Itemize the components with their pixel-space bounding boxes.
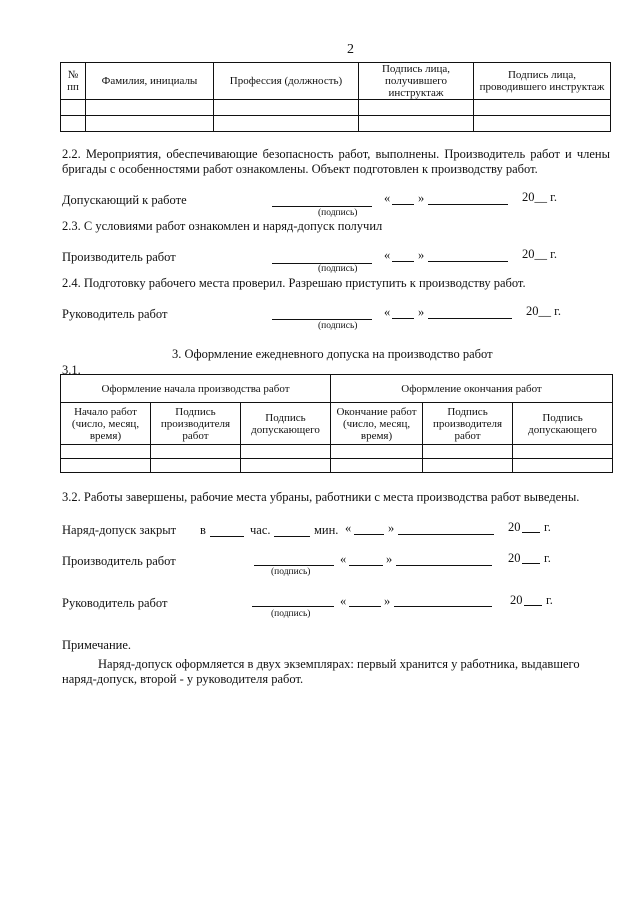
closed-in: в xyxy=(200,523,206,537)
month-line xyxy=(394,606,492,607)
signature-line xyxy=(272,319,372,320)
table-row xyxy=(61,116,611,132)
date-quote-open: « xyxy=(384,305,391,319)
day-line xyxy=(392,204,414,205)
producer-label: Производитель работ xyxy=(62,250,176,264)
day-line xyxy=(392,318,414,319)
table-row xyxy=(61,459,613,473)
manager-label: Руководитель работ xyxy=(62,307,168,321)
year-field: 20__ г. xyxy=(526,304,561,318)
closing-producer-label: Производитель работ xyxy=(62,554,176,568)
page-number: 2 xyxy=(347,42,354,57)
date-quote-close: » xyxy=(386,552,393,566)
signature-caption: (подпись) xyxy=(318,264,358,274)
header-profession: Профессия (должность) xyxy=(214,63,359,100)
month-line xyxy=(428,318,512,319)
date-quote-close: » xyxy=(388,521,395,535)
section-3-2-text: 3.2. Работы завершены, рабочие места убраны, работники с места производства работ выведены. xyxy=(62,490,580,504)
month-line xyxy=(396,565,492,566)
signature-line xyxy=(252,606,334,607)
year-g: г. xyxy=(546,593,553,607)
year-g: г. xyxy=(544,551,551,565)
table-row xyxy=(61,445,613,459)
date-quote-close: » xyxy=(418,305,425,319)
admitter-label: Допускающий к работе xyxy=(62,193,187,207)
closed-label: Наряд-допуск закрыт xyxy=(62,523,177,537)
month-line xyxy=(398,534,494,535)
note-label: Примечание. xyxy=(62,638,132,652)
column-end-admitter: Подпись допускающего xyxy=(513,403,613,445)
section-3-title: 3. Оформление ежедневного допуска на производство работ xyxy=(172,347,493,361)
signature-caption: (подпись) xyxy=(318,208,358,218)
date-quote-open: « xyxy=(384,191,391,205)
year-field: 20__ г. xyxy=(522,190,557,204)
date-quote-close: » xyxy=(384,594,391,608)
note-text: Наряд-допуск оформляется в двух экземплярах: первый хранится у работника, выдавшего наряд-допуск, второй - у руководителя работ. xyxy=(62,657,580,686)
column-start-producer: Подпись производителя работ xyxy=(151,403,241,445)
date-quote-close: » xyxy=(418,191,425,205)
signature-caption: (подпись) xyxy=(318,321,358,331)
day-line xyxy=(354,534,384,535)
header-name: Фамилия, инициалы xyxy=(86,63,214,100)
header-number: № пп xyxy=(61,63,86,100)
minute-line xyxy=(274,536,310,537)
date-quote-open: « xyxy=(345,521,352,535)
signature-caption: (подпись) xyxy=(271,567,311,577)
date-quote-close: » xyxy=(418,248,425,262)
group-start-header: Оформление начала производства работ xyxy=(61,375,331,403)
section-2-3-text: 2.3. С условиями работ ознакомлен и наряд-допуск получил xyxy=(62,219,383,233)
day-line xyxy=(349,606,381,607)
date-quote-open: « xyxy=(340,552,347,566)
year-short: 20 xyxy=(510,593,523,607)
closed-hours: час. xyxy=(250,523,271,537)
date-quote-open: « xyxy=(384,248,391,262)
year-short: 20 xyxy=(508,551,521,565)
column-start-admitter: Подпись допускающего xyxy=(241,403,331,445)
briefing-table xyxy=(60,62,611,132)
day-line xyxy=(349,565,383,566)
header-signature-conducted: Подпись лица, проводившего инструктаж xyxy=(474,63,611,100)
hour-line xyxy=(210,536,244,537)
date-quote-open: « xyxy=(340,594,347,608)
section-3-1-number: 3.1. xyxy=(62,363,81,377)
day-line xyxy=(392,261,414,262)
column-end-time: Окончание работ (число, месяц, время) xyxy=(331,403,423,445)
section-2-2-text: 2.2. Мероприятия, обеспечивающие безопасность работ, выполнены. Производитель работ и члены бригады с особенностями работ ознакомлены. Объект подготовлен к производству работ. xyxy=(62,147,610,176)
year-line xyxy=(524,605,542,606)
section-2-4-text: 2.4. Подготовку рабочего места проверил. Разрешаю приступить к производству работ. xyxy=(62,276,526,290)
year-field: 20__ г. xyxy=(522,247,557,261)
year-line xyxy=(522,563,540,564)
month-line xyxy=(428,204,508,205)
year-g: г. xyxy=(544,520,551,534)
column-start-time: Начало работ (число, месяц, время) xyxy=(61,403,151,445)
signature-caption: (подпись) xyxy=(271,609,311,619)
column-end-producer: Подпись производителя работ xyxy=(423,403,513,445)
group-end-header: Оформление окончания работ xyxy=(331,375,613,403)
header-signature-received: Подпись лица, получившего инструктаж xyxy=(359,63,474,100)
closing-manager-label: Руководитель работ xyxy=(62,596,168,610)
daily-admission-table xyxy=(60,374,613,473)
month-line xyxy=(428,261,508,262)
table-row xyxy=(61,100,611,116)
year-short: 20 xyxy=(508,520,521,534)
signature-line xyxy=(254,565,334,566)
closed-minutes: мин. xyxy=(314,523,339,537)
signature-line xyxy=(272,206,372,207)
year-line xyxy=(522,532,540,533)
